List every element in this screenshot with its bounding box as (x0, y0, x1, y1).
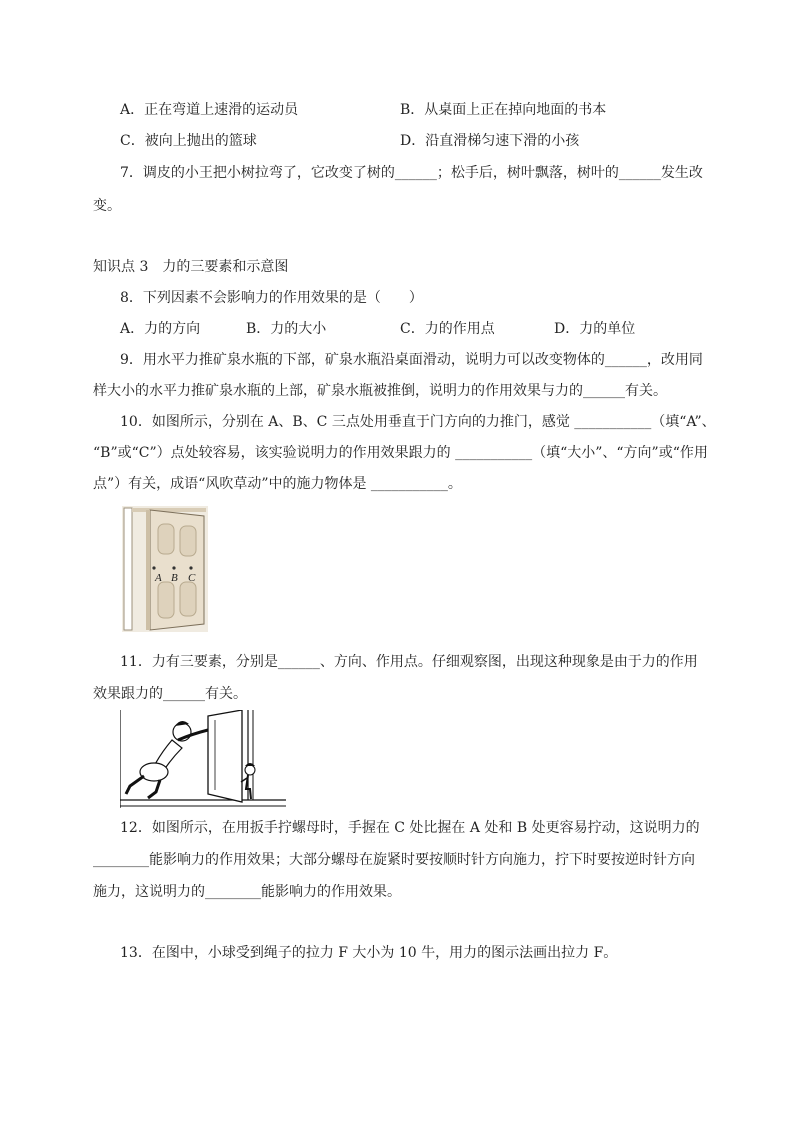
q9-line-1: 9．用水平力推矿泉水瓶的下部，矿泉水瓶沿桌面滑动，说明力可以改变物体的______，改用同 (120, 352, 703, 368)
section-3-title: 知识点 3 力的三要素和示意图 (93, 259, 289, 275)
q8-option-c: C．力的作用点 (400, 321, 495, 337)
q6-option-c: C．被向上抛出的篮球 (120, 133, 257, 149)
man-leg-front (148, 780, 160, 798)
q6-option-d: D．沿直滑梯匀速下滑的小孩 (400, 133, 580, 149)
q10-line-2: “B”或“C”）点处较容易，该实验说明力的作用效果跟力的 ___________（填“大小”、“方向”或“作用 (93, 445, 708, 461)
point-a-label: A (155, 572, 162, 584)
child-head (245, 765, 255, 775)
door-inset-4 (180, 582, 196, 616)
q7-line-1: 7．调皮的小王把小树拉弯了，它改变了树的______；松手后，树叶飘落，树叶的______发生改 (120, 165, 703, 181)
q10-line-3: 点”）有关，成语“风吹草动”中的施力物体是 ___________。 (93, 476, 462, 492)
q8-stem: 8．下列因素不会影响力的作用效果的是（ ） (120, 290, 423, 306)
q9-line-2: 样大小的水平力推矿泉水瓶的上部，矿泉水瓶被推倒，说明力的作用效果与力的______有关。 (93, 383, 667, 399)
q11-line-1: 11．力有三要素，分别是______、方向、作用点。仔细观察图，出现这种现象是由于力的作用 (120, 654, 698, 670)
q13-line-1: 13．在图中，小球受到绳子的拉力 F 大小为 10 牛，用力的图示法画出拉力 F。 (120, 945, 618, 961)
door-frame-left (124, 508, 132, 630)
man-leg-back (126, 776, 144, 794)
q8-option-a: A．力的方向 (120, 321, 201, 337)
point-a-dot (152, 566, 155, 569)
q12-line-3: 施力，这说明力的________能影响力的作用效果。 (93, 884, 401, 900)
door-edge (146, 510, 150, 630)
push-door-figure (120, 710, 286, 810)
point-c-dot (189, 566, 192, 569)
q8-option-d: D．力的单位 (554, 321, 636, 337)
q11-line-2: 效果跟力的______有关。 (93, 686, 247, 702)
q10-line-1: 10．如图所示，分别在 A、B、C 三点处用垂直于门方向的力推门，感觉 ___________（填“A”、 (120, 414, 716, 430)
door-inset-1 (158, 524, 174, 554)
q12-line-2: ________能影响力的作用效果；大部分螺母在旋紧时要按顺时针方向施力，拧下时要按逆时针方向 (93, 852, 695, 868)
door-inset-3 (158, 582, 174, 618)
door-frame-top (132, 508, 206, 512)
q6-option-b: B．从桌面上正在掉向地面的书本 (400, 102, 607, 118)
q7-line-2: 变。 (93, 198, 121, 214)
man-hips (140, 763, 168, 781)
door-figure (122, 506, 208, 632)
point-c-label: C (188, 572, 196, 584)
point-b-label: B (171, 572, 178, 584)
q6-option-a: A．正在弯道上速滑的运动员 (120, 102, 299, 118)
door-panel (208, 710, 242, 802)
point-b-dot (172, 566, 175, 569)
q8-option-b: B．力的大小 (246, 321, 327, 337)
q12-line-1: 12．如图所示，在用扳手拧螺母时，手握在 C 处比握在 A 处和 B 处更容易拧动，这说明力的 (120, 820, 700, 836)
door-inset-2 (180, 526, 196, 556)
